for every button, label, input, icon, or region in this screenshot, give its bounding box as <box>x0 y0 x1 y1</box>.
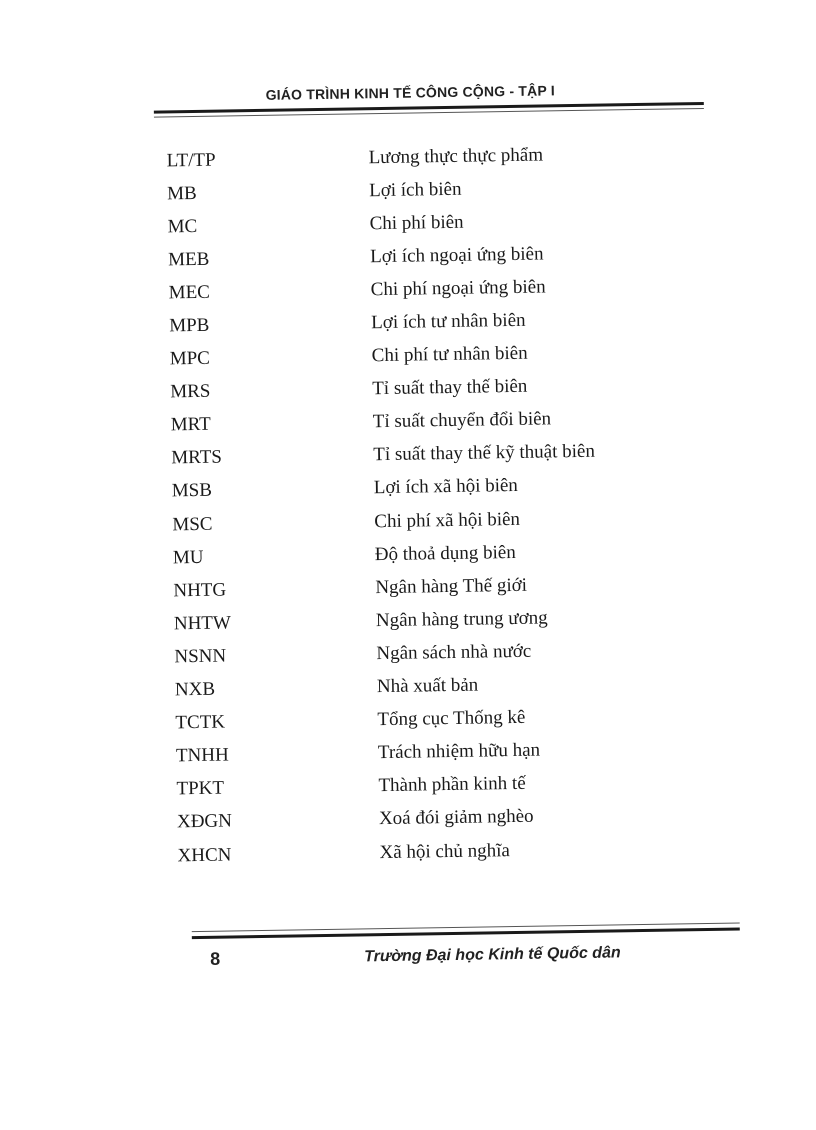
abbreviation-meaning: Thành phần kinh tế <box>378 773 526 797</box>
abbreviation: MB <box>166 182 197 205</box>
abbreviation: MEC <box>168 281 211 304</box>
abbreviation: MU <box>172 546 204 569</box>
abbreviation-meaning: Lợi ích xã hội biên <box>373 475 519 499</box>
abbreviation: MRT <box>170 414 211 436</box>
abbreviation: MRS <box>170 380 211 403</box>
abbreviation-meaning: Lợi ích ngoại ứng biên <box>370 243 544 268</box>
abbreviation-row <box>177 831 677 872</box>
abbreviation-meaning: Tỉ suất chuyển đổi biên <box>372 408 552 433</box>
running-header-title: GIÁO TRÌNH KINH TẾ CÔNG CỘNG - TẬP I <box>265 82 555 103</box>
abbreviation: XĐGN <box>176 810 233 833</box>
abbreviation: MPC <box>169 347 211 370</box>
abbreviation-meaning: Ngân hàng trung ương <box>375 607 548 632</box>
abbreviation: TPKT <box>176 777 225 800</box>
footer-publisher: Trường Đại học Kinh tế Quốc dân <box>364 944 621 966</box>
abbreviation: XHCN <box>177 843 232 866</box>
abbreviation-meaning: Trách nhiệm hữu hạn <box>377 739 541 764</box>
abbreviation-meaning: Tổng cục Thống kê <box>377 706 526 731</box>
abbreviation-meaning: Chi phí biên <box>369 211 464 234</box>
abbreviation-meaning: Tỉ suất thay thế biên <box>372 375 528 400</box>
abbreviation-meaning: Xã hội chủ nghĩa <box>379 839 510 863</box>
page-number: 8 <box>210 948 221 969</box>
abbreviation: MPB <box>169 314 210 337</box>
abbreviation: MC <box>167 215 198 238</box>
abbreviation: TCTK <box>175 711 226 734</box>
abbreviation: NHTG <box>173 579 227 602</box>
abbreviation: MEB <box>168 248 210 271</box>
abbreviation-meaning: Ngân sách nhà nước <box>376 640 532 665</box>
abbreviation-meaning: Ngân hàng Thế giới <box>375 574 528 598</box>
abbreviation-meaning: Lợi ích tư nhân biên <box>371 309 526 334</box>
abbreviation: LT/TP <box>166 149 216 171</box>
abbreviation-meaning: Chi phí ngoại ứng biên <box>370 276 546 301</box>
abbreviation: MSB <box>171 480 213 502</box>
abbreviation-meaning: Chi phí tư nhân biên <box>371 342 528 367</box>
abbreviation-meaning: Lợi ích biên <box>368 178 462 201</box>
abbreviation: NSNN <box>174 645 227 668</box>
abbreviation: NHTW <box>173 612 232 635</box>
abbreviation: MRTS <box>171 446 223 469</box>
abbreviation-meaning: Độ thoả dụng biên <box>374 541 516 565</box>
abbreviation: MSC <box>172 513 213 535</box>
abbreviation-list <box>166 137 677 873</box>
abbreviation: NXB <box>174 678 216 701</box>
abbreviation: TNHH <box>175 744 229 767</box>
abbreviation-meaning: Nhà xuất bản <box>376 674 479 698</box>
abbreviation-meaning: Lương thực thực phẩm <box>368 144 544 168</box>
abbreviation-meaning: Xoá đói giảm nghèo <box>378 806 534 830</box>
abbreviation-meaning: Chi phí xã hội biên <box>374 508 521 532</box>
abbreviation-meaning: Tỉ suất thay thế kỹ thuật biên <box>373 441 596 466</box>
